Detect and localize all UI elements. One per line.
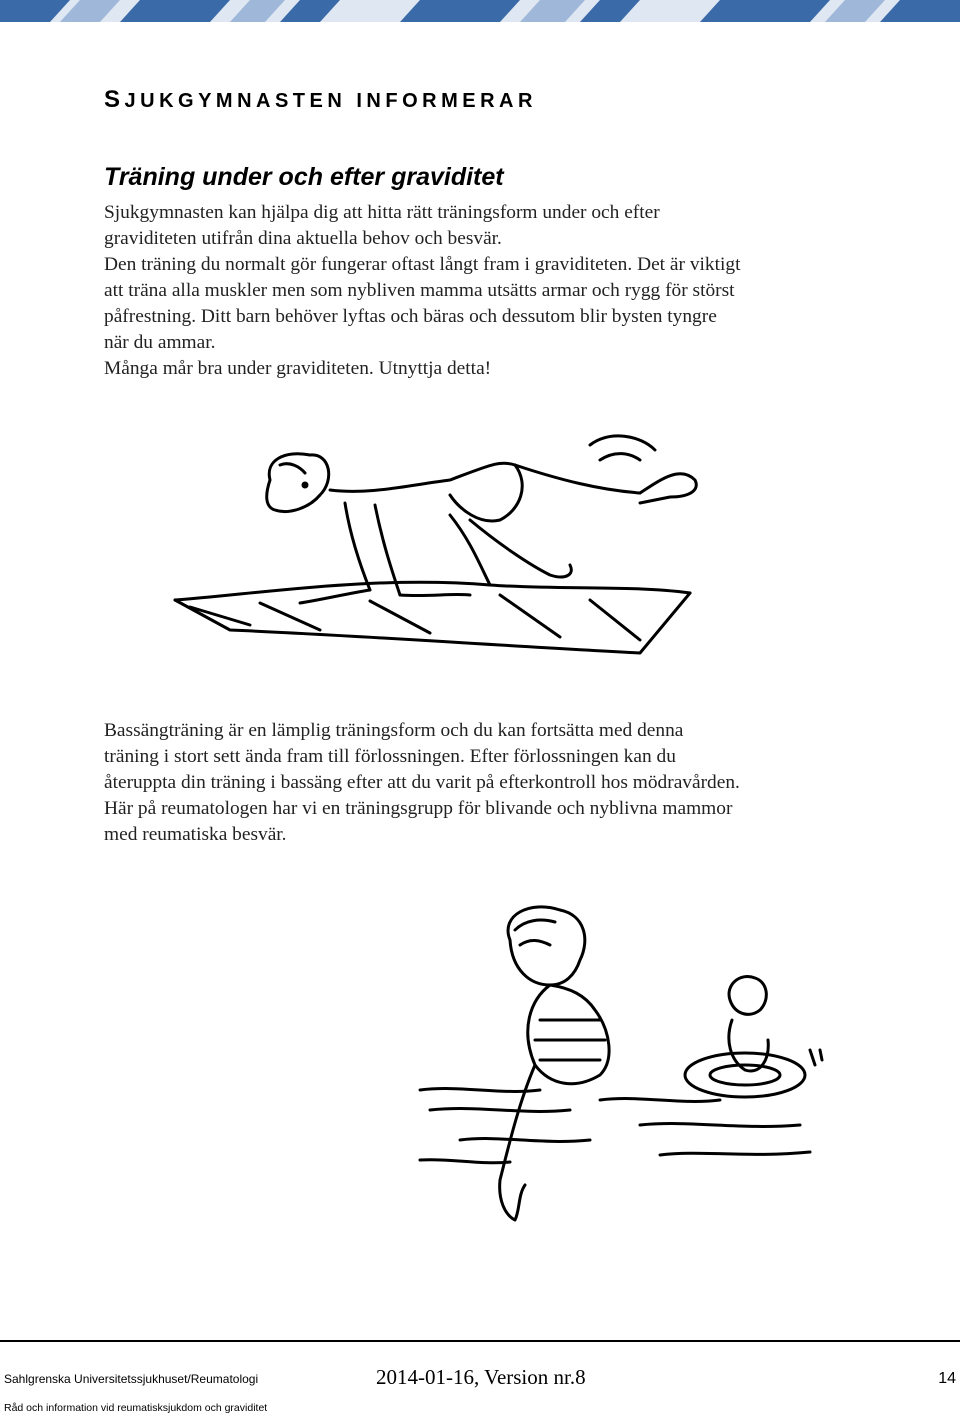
intro-line: Den träning du normalt gör fungerar oftast långt fram i graviditeten. Det är viktigt: [104, 254, 741, 275]
pool-line: med reumatiska besvär.: [104, 824, 287, 845]
footer-organization: Sahlgrenska Universitetssjukhuset/Reumatologi: [4, 1372, 259, 1386]
page-number: 14: [938, 1370, 956, 1387]
header-title-rest: JUKGYMNASTEN INFORMERAR: [124, 90, 537, 112]
footer-divider: [0, 1340, 960, 1342]
exercise-mat-illustration: [170, 425, 730, 660]
pool-line: Bassängträning är en lämplig träningsform och du kan fortsätta med denna: [104, 720, 684, 741]
section-heading: Träning under och efter graviditet: [104, 163, 504, 191]
intro-line: Många mår bra under graviditeten. Utnyttja detta!: [104, 358, 492, 379]
footer-date-version: 2014-01-16, Version nr.8: [376, 1365, 586, 1389]
pool-illustration: [400, 900, 870, 1260]
intro-line: påfrestning. Ditt barn behöver lyftas och bäras och dessutom blir bysten tyngre: [104, 306, 717, 327]
pool-paragraph: [104, 718, 884, 848]
pool-line: träning i stort sett ända fram till förlossningen. Efter förlossningen kan du: [104, 746, 676, 767]
intro-line: graviditeten utifrån dina aktuella behov och besvär.: [104, 228, 502, 249]
pool-line: Här på reumatologen har vi en träningsgrupp för blivande och nyblivna mammor: [104, 798, 733, 819]
pool-line: återuppta din träning i bassäng efter att du varit på efterkontroll hos mödravården.: [104, 772, 740, 793]
document-header-title: [104, 86, 537, 114]
header-title-initial: S: [104, 86, 125, 113]
top-banner: [0, 0, 960, 22]
intro-line: Sjukgymnasten kan hjälpa dig att hitta rätt träningsform under och efter: [104, 202, 660, 223]
footer-document-title: Råd och information vid reumatisksjukdom och graviditet: [4, 1402, 268, 1414]
intro-paragraph: [104, 200, 884, 382]
intro-line: att träna alla muskler men som nybliven mamma utsätts armar och rygg för störst: [104, 280, 735, 301]
intro-line: när du ammar.: [104, 332, 216, 353]
